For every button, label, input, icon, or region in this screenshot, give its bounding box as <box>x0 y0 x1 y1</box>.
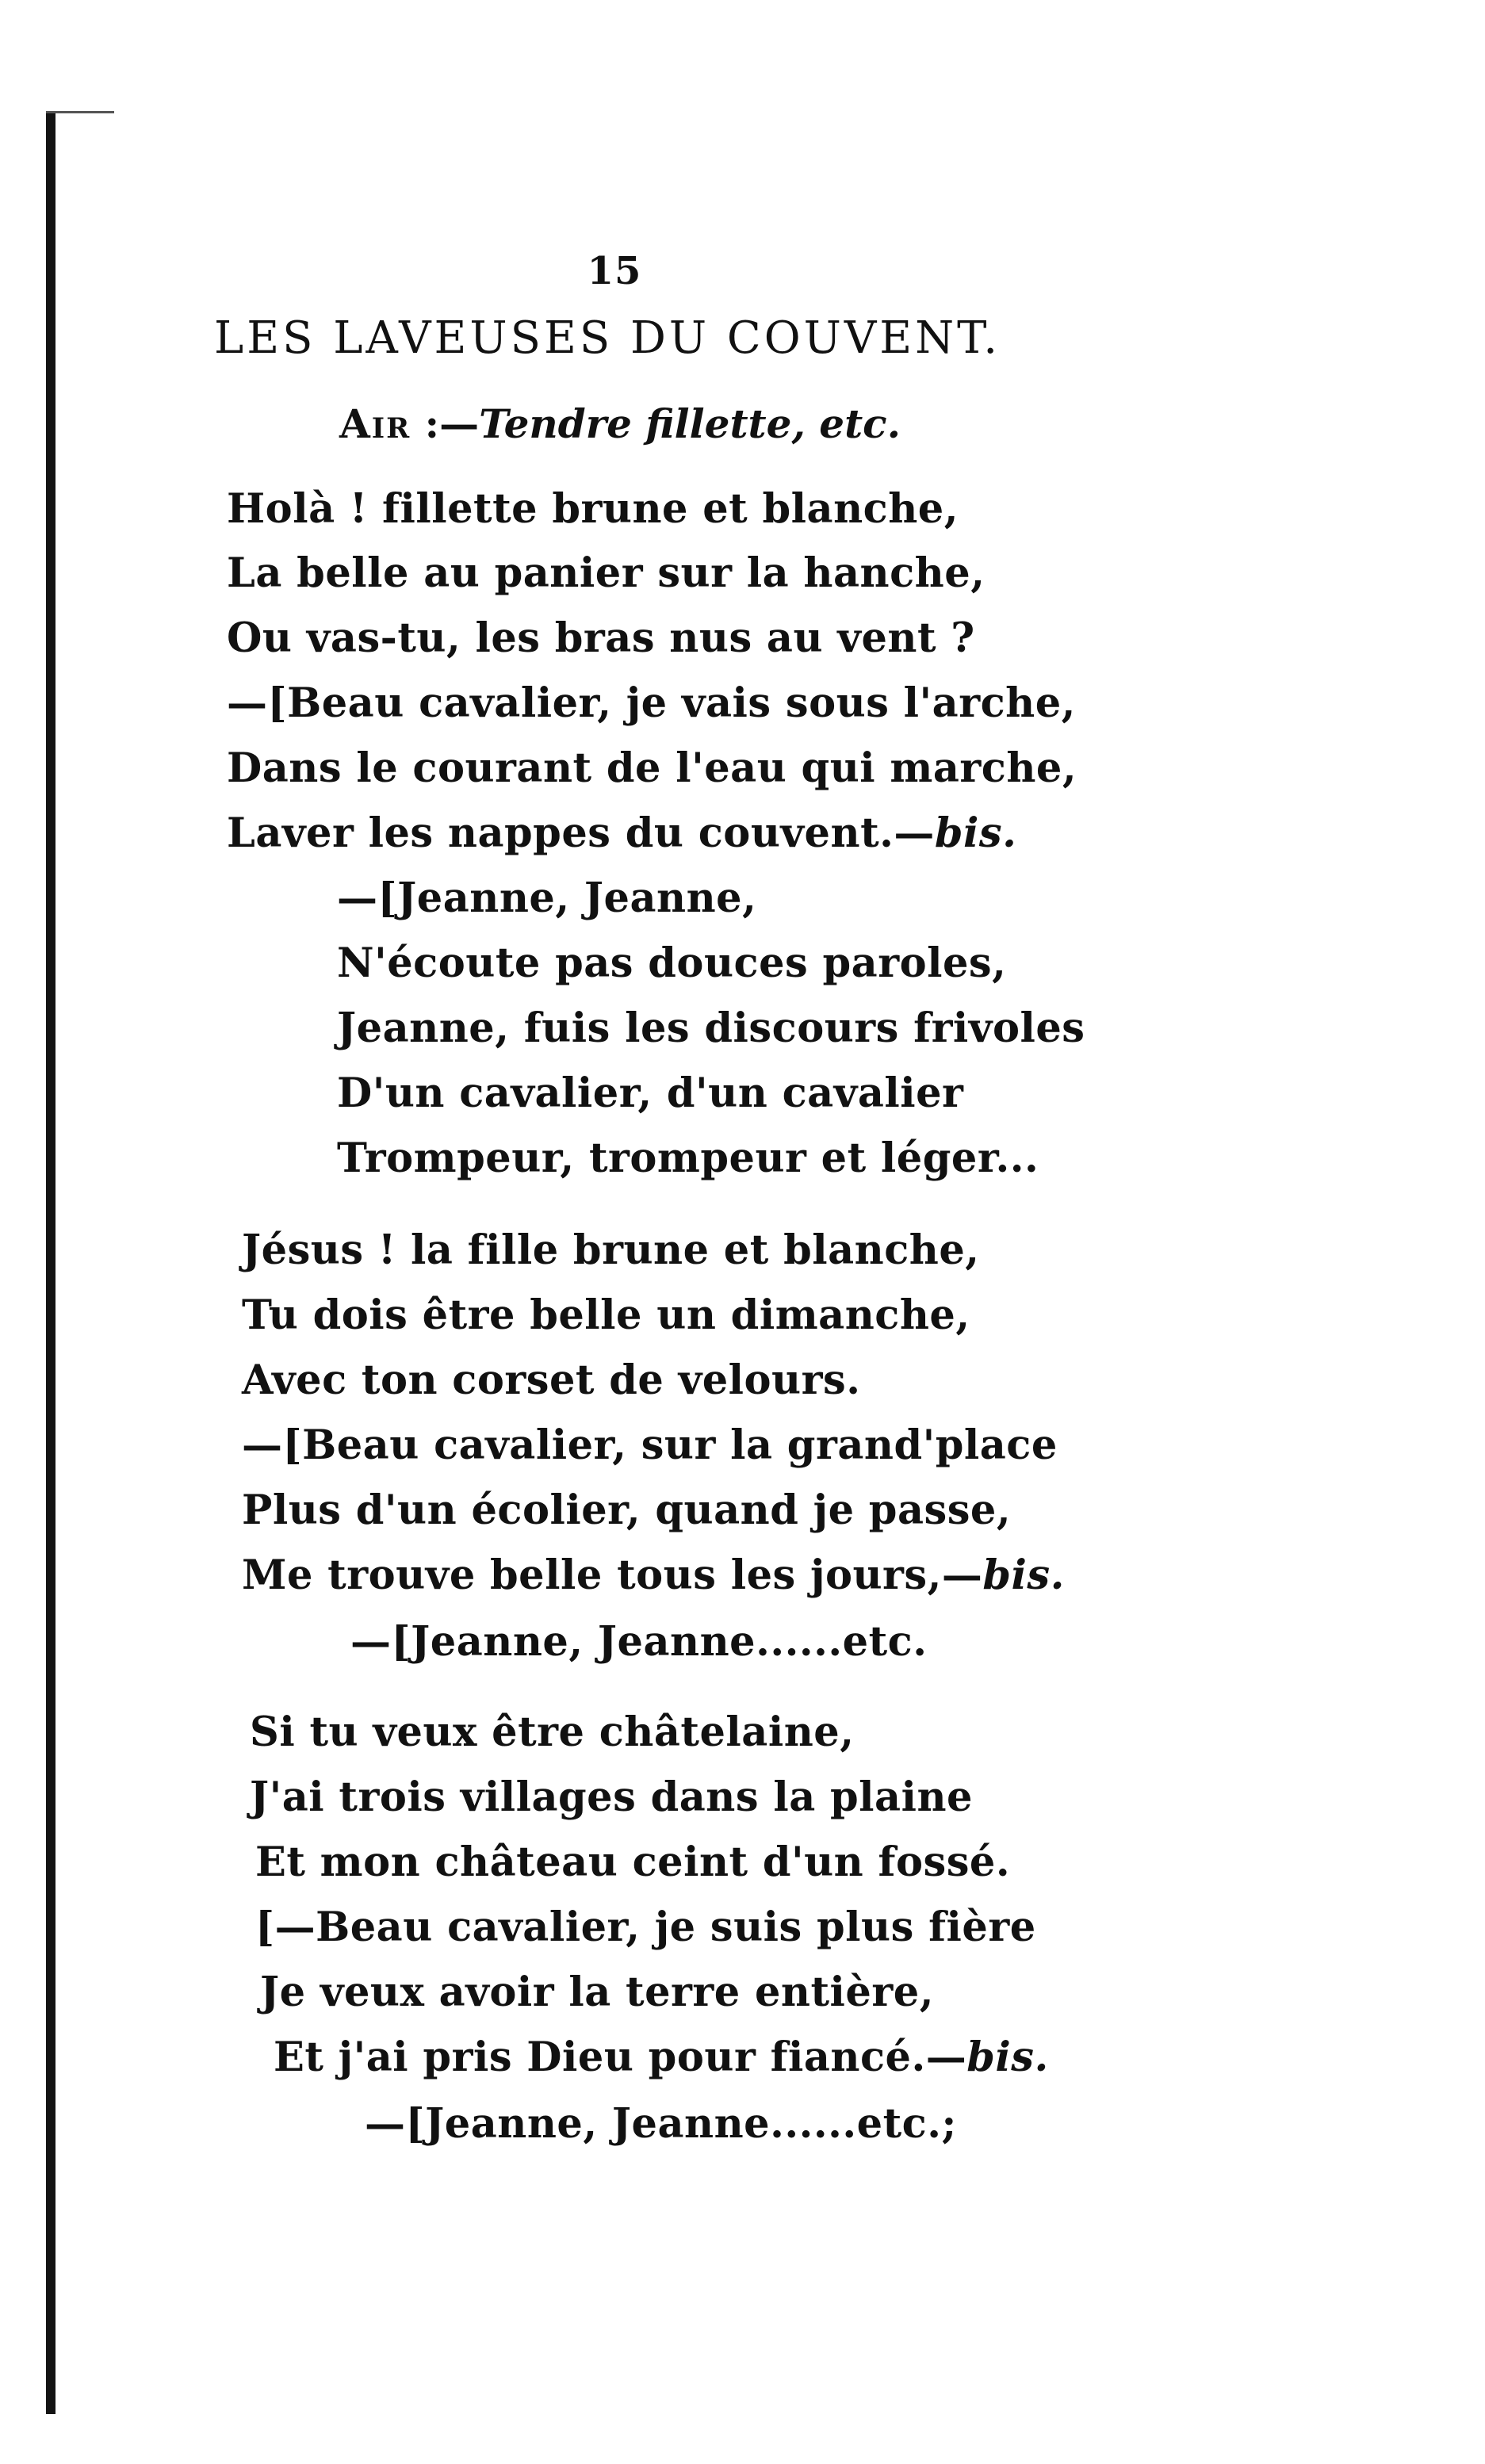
air-separator: :— <box>411 400 480 447</box>
refrain-line: —[Jeanne, Jeanne......etc. <box>350 1618 928 1666</box>
refrain-line: N'écoute pas douces paroles, <box>337 939 1007 987</box>
verse-line: Ou vas-tu, les bras nus au vent ? <box>227 614 975 662</box>
air-label: Air <box>339 400 411 447</box>
refrain-line: Trompeur, trompeur et léger... <box>337 1134 1039 1182</box>
verse-line: [—Beau cavalier, je suis plus fière <box>255 1903 1036 1951</box>
refrain-line: Jeanne, fuis les discours frivoles <box>337 1004 1085 1052</box>
air-tune: Tendre fillette <box>479 400 792 447</box>
verse-line: Et mon château ceint d'un fossé. <box>255 1838 1011 1886</box>
page-binding-edge <box>46 111 55 2414</box>
verse-line: Si tu veux être châtelaine, <box>250 1708 855 1756</box>
refrain-line: D'un cavalier, d'un cavalier <box>337 1069 964 1117</box>
refrain-line: —[Jeanne, Jeanne, <box>337 874 757 922</box>
refrain-line: —[Jeanne, Jeanne......etc.; <box>365 2100 957 2148</box>
verse-line: Holà ! fillette brune et blanche, <box>227 485 959 533</box>
verse-line: Plus d'un écolier, quand je passe, <box>242 1486 1012 1534</box>
verse-line <box>227 809 1016 857</box>
air-suffix: , etc. <box>791 400 901 447</box>
verse-text: Me trouve belle tous les jours,— <box>242 1551 983 1599</box>
verse-line: Je veux avoir la terre entière, <box>260 1969 934 2016</box>
verse-line: Dans le courant de l'eau qui marche, <box>227 744 1077 792</box>
bis-mark: bis. <box>982 1551 1065 1599</box>
poem-title: LES LAVEUSES DU COUVENT. <box>214 312 1001 364</box>
page-top-rule <box>46 111 114 113</box>
verse-line: La belle au panier sur la hanche, <box>227 549 986 597</box>
page-number: 15 <box>587 249 642 293</box>
verse-line <box>242 1551 1065 1599</box>
verse-line: —[Beau cavalier, sur la grand'place <box>242 1421 1058 1469</box>
verse-text: Et j'ai pris Dieu pour fiancé.— <box>274 2034 967 2081</box>
verse-text: Laver les nappes du couvent.— <box>227 809 935 857</box>
bis-mark: bis. <box>966 2034 1049 2081</box>
verse-line: —[Beau cavalier, je vais sous l'arche, <box>227 679 1076 727</box>
verse-line: Tu dois être belle un dimanche, <box>242 1291 970 1339</box>
air-line <box>339 400 901 447</box>
bis-mark: bis. <box>934 809 1017 857</box>
verse-line: Jésus ! la fille brune et blanche, <box>242 1226 980 1274</box>
verse-line: Avec ton corset de velours. <box>242 1356 861 1404</box>
verse-line <box>274 2034 1049 2081</box>
verse-line: J'ai trois villages dans la plaine <box>250 1773 973 1821</box>
